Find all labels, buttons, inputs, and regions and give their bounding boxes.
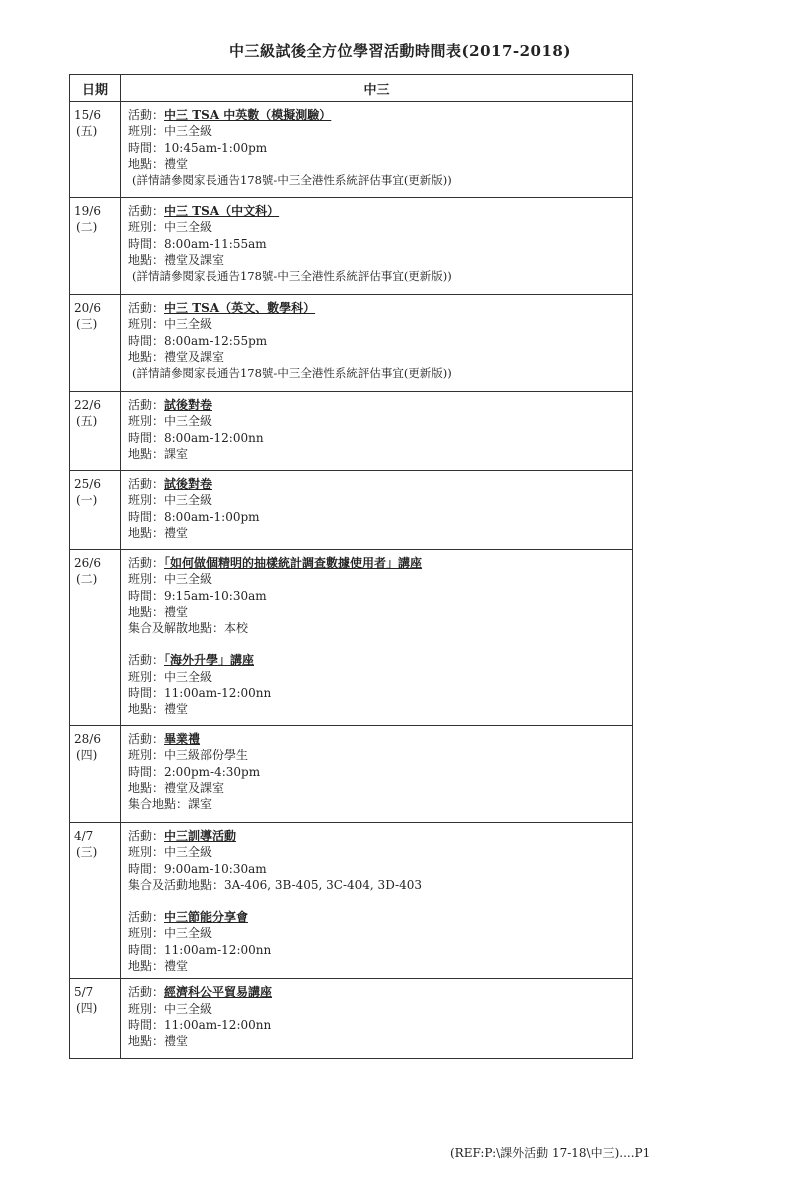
venue-line: 地點：禮堂 <box>128 1034 189 1049</box>
activity-name: 經濟科公平貿易講座 <box>164 985 273 1000</box>
time-line: 時間：9:00am-10:30am <box>128 861 267 876</box>
activity-line <box>128 476 632 492</box>
class-line: 班別：中三全級 <box>128 1001 213 1016</box>
extra-line: 集合地點：課室 <box>128 797 213 812</box>
activity-label: 活動： <box>128 910 165 925</box>
time-line: 時間：8:00am-11:55am <box>128 236 267 251</box>
weekday-text: (二) <box>76 572 98 586</box>
table-row <box>70 102 633 198</box>
activity-label: 活動： <box>128 477 165 491</box>
date-cell <box>70 550 121 726</box>
activity-name: 中三訓導活動 <box>164 829 237 843</box>
weekday-text: (三) <box>76 845 98 859</box>
activity-line <box>128 909 632 925</box>
class-line: 班別：中三級部份學生 <box>128 748 249 763</box>
activity-block <box>128 652 632 717</box>
activity-label: 活動： <box>128 653 165 668</box>
activity-name: 試後對卷 <box>164 477 213 491</box>
weekday-text: (五) <box>76 414 98 428</box>
activity-name: 「如何做個精明的抽樣統計調查數據使用者」講座 <box>164 556 423 570</box>
time-line: 時間：11:00am-12:00nn <box>128 942 272 957</box>
activity-line <box>128 203 632 219</box>
activity-label: 活動： <box>128 398 165 412</box>
venue-line: 集合及活動地點：3A-406, 3B-405, 3C-404, 3D-403 <box>128 877 422 892</box>
time-line: 時間：8:00am-12:00nn <box>128 430 264 445</box>
activity-block <box>128 476 632 541</box>
time-line: 時間：8:00am-1:00pm <box>128 509 260 524</box>
table-row <box>70 295 633 392</box>
table-row <box>70 823 633 979</box>
date-text: 25/6 <box>74 477 101 491</box>
date-cell <box>70 198 121 295</box>
activity-cell <box>121 295 633 392</box>
date-cell <box>70 471 121 550</box>
activity-block <box>128 828 632 893</box>
date-cell <box>70 295 121 392</box>
table-row <box>70 726 633 823</box>
activity-block <box>128 555 632 636</box>
class-line: 班別：中三全級 <box>128 926 213 941</box>
weekday-text: (三) <box>76 317 98 331</box>
time-line: 時間：8:00am-12:55pm <box>128 333 268 348</box>
venue-line: 地點：禮堂 <box>128 525 189 540</box>
weekday-text: (一) <box>76 493 98 507</box>
date-text: 15/6 <box>74 108 101 122</box>
table-row <box>70 198 633 295</box>
activity-line <box>128 652 632 668</box>
date-text: 26/6 <box>74 556 101 570</box>
date-text: 19/6 <box>74 204 101 218</box>
note-line: (詳情請參閱家長通告178號-中三全港性系統評估事宜(更新版)) <box>132 269 452 284</box>
activity-line <box>128 828 632 844</box>
activity-name: 中三節能分享會 <box>164 910 249 925</box>
schedule-table <box>69 74 633 1059</box>
table-header-row <box>70 75 633 102</box>
venue-line: 地點：禮堂 <box>128 702 189 717</box>
activity-label: 活動： <box>128 108 165 122</box>
activity-cell <box>121 823 633 979</box>
date-text: 28/6 <box>74 732 101 746</box>
time-line: 時間：2:00pm-4:30pm <box>128 764 261 779</box>
activity-name: 試後對卷 <box>164 398 213 412</box>
activity-name: 中三 TSA（英文、數學科） <box>164 301 316 315</box>
activity-block <box>128 397 632 462</box>
venue-line: 地點：禮堂 <box>128 156 189 171</box>
class-line: 班別：中三全級 <box>128 572 213 587</box>
class-line: 班別：中三全級 <box>128 414 213 429</box>
activity-cell <box>121 102 633 198</box>
activity-cell <box>121 392 633 471</box>
activity-label: 活動： <box>128 204 165 218</box>
venue-line: 地點：禮堂 <box>128 959 189 974</box>
time-line: 時間：11:00am-12:00nn <box>128 686 272 701</box>
time-line: 時間：10:45am-1:00pm <box>128 140 268 155</box>
activity-line <box>128 555 632 571</box>
activity-block <box>128 731 632 812</box>
venue-line: 地點：禮堂及課室 <box>128 252 225 267</box>
class-line: 班別：中三全級 <box>128 124 213 139</box>
activity-name: 中三 TSA（中文科） <box>164 204 280 218</box>
activity-block <box>128 107 632 188</box>
activity-cell <box>121 550 633 726</box>
venue-line: 地點：禮堂 <box>128 604 189 619</box>
class-line: 班別：中三全級 <box>128 845 213 860</box>
table-row <box>70 392 633 471</box>
activity-name: 「海外升學」講座 <box>164 653 255 668</box>
activity-line <box>128 300 632 316</box>
date-text: 5/7 <box>74 985 94 1000</box>
activity-label: 活動： <box>128 985 165 1000</box>
extra-line: 集合及解散地點：本校 <box>128 621 249 636</box>
class-line: 班別：中三全級 <box>128 669 213 684</box>
time-line: 時間：11:00am-12:00nn <box>128 1017 272 1032</box>
venue-line: 地點：禮堂及課室 <box>128 349 225 364</box>
activity-name: 畢業禮 <box>164 732 201 746</box>
activity-block <box>128 203 632 284</box>
date-cell <box>70 726 121 823</box>
activity-cell <box>121 471 633 550</box>
activity-label: 活動： <box>128 732 165 746</box>
activity-name: 中三 TSA 中英數（模擬測驗） <box>164 108 332 122</box>
activity-block <box>128 909 632 974</box>
activity-block <box>128 984 632 1049</box>
note-line: (詳情請參閱家長通告178號-中三全港性系統評估事宜(更新版)) <box>132 366 452 381</box>
table-row <box>70 471 633 550</box>
activity-line <box>128 984 632 1000</box>
weekday-text: (五) <box>76 124 98 138</box>
table-row <box>70 550 633 726</box>
time-line: 時間：9:15am-10:30am <box>128 588 267 603</box>
activity-line <box>128 731 632 747</box>
activity-cell <box>121 979 633 1059</box>
activity-cell <box>121 726 633 823</box>
weekday-text: (二) <box>76 220 98 234</box>
class-line: 班別：中三全級 <box>128 493 213 508</box>
footer-reference: (REF:P:\課外活動 17-18\中三)....P1 <box>450 1146 651 1160</box>
activity-block <box>128 300 632 381</box>
date-cell <box>70 979 121 1059</box>
venue-line: 地點：禮堂及課室 <box>128 780 225 795</box>
activity-label: 活動： <box>128 301 165 315</box>
weekday-text: (四) <box>76 748 98 762</box>
page-title: 中三級試後全方位學習活動時間表(2017-2018) <box>229 42 571 60</box>
activity-cell <box>121 198 633 295</box>
date-column-header: 日期 <box>70 75 121 102</box>
activity-line <box>128 107 632 123</box>
date-cell <box>70 392 121 471</box>
date-text: 20/6 <box>74 301 101 315</box>
date-cell <box>70 823 121 979</box>
date-cell <box>70 102 121 198</box>
table-row <box>70 979 633 1059</box>
activity-label: 活動： <box>128 829 165 843</box>
note-line: (詳情請參閱家長通告178號-中三全港性系統評估事宜(更新版)) <box>132 173 452 188</box>
activity-line <box>128 397 632 413</box>
class-line: 班別：中三全級 <box>128 220 213 235</box>
date-text: 22/6 <box>74 398 101 412</box>
activity-label: 活動： <box>128 556 165 570</box>
class-line: 班別：中三全級 <box>128 317 213 332</box>
level-column-header: 中三 <box>121 75 633 102</box>
date-text: 4/7 <box>74 829 94 843</box>
weekday-text: (四) <box>76 1001 98 1016</box>
venue-line: 地點：課室 <box>128 446 189 461</box>
